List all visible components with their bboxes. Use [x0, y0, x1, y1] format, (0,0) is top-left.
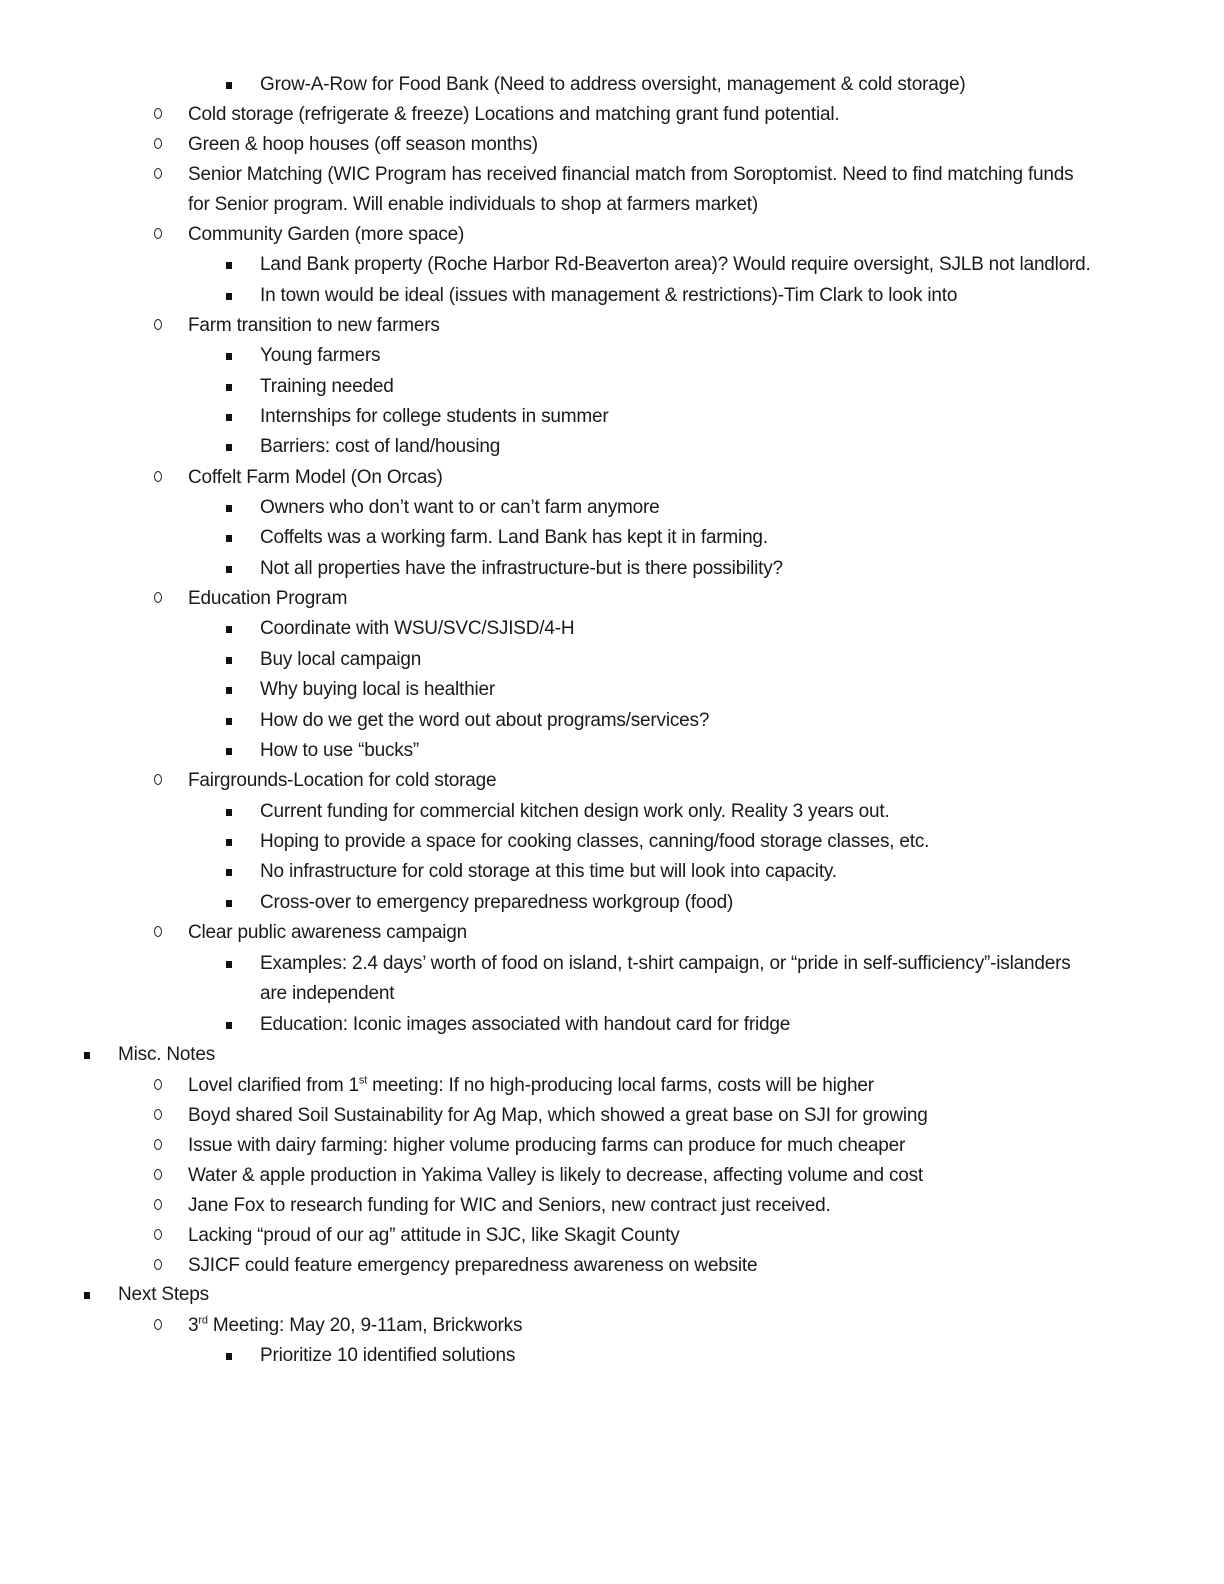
square-bullet-icon	[226, 748, 232, 755]
circle-bullet-icon	[154, 1199, 162, 1210]
circle-bullet-icon	[154, 1169, 162, 1180]
square-bullet-icon	[226, 961, 232, 968]
document-page: Grow-A-Row for Food Bank (Need to address oversight, management & cold storage) Cold storage (refrigerate & freeze) Locations and matching grant fund potential. Green & hoop houses (off season months) Senior Matching (WIC Program has received financial match from Soroptomist. Need to find matching funds for Senior program. Will enable individuals to shop at farmers market) Community Garden (more space) Land Bank property (Roche Harbor Rd-Beaverton area)? Would require oversight, SJLB not landlord. In town would be ideal (issues with management & restrictions)-Tim Clark to look into Farm transition to new farmers Young farmers Training needed Internships for college students in summer Barriers: cost of land/housing Coffelt Farm Model (On Orcas) Owners who don’t want to or can’t farm anymore Coffelts was a working farm. Land Bank has kept it in farming. Not all properties have the infrastructure-but is there possibility? Education Program Coordinate with WSU/SVC/SJISD/4-H Buy local campaign Why buying local is healthier How do we get the word out about programs/services? How to use “bucks” Fairgrounds-Location for cold storage Current funding for commercial kitchen design work only. Reality 3 years out. Hoping to provide a space for cooking classes, canning/food storage classes, etc. No infrastructure for cold storage at this time but will look into capacity. Cross-over to emergency preparedness workgroup (food) Clear public awareness campaign Examples: 2.4 days’ worth of food on island, t-shirt campaign, or “pride in self-sufficiency”-islanders are independent Education: Iconic images associated with handout card for fridge Misc. Notes Lovel clarified from 1st meeting: If no high-producing local farms, costs will be higher Boyd shared Soil Sustainability for Ag Map, which showed a great base on SJI for growing Issue with dairy farming: higher volume producing farms can produce for much cheaper Water & apple production in Yakima Valley is likely to decrease, affecting volume and cost Jane Fox to research funding for WIC and Seniors, new contract just received. Lacking “proud of our ag” attitude in SJC, like Skagit County SJICF could feature emergency preparedness awareness on website Next Steps 3rd Meeting: May 20, 9-11am, Brickworks Prioritize 10 identified solutions	[0, 0, 1224, 1584]
circle-bullet-icon	[154, 774, 162, 785]
circle-bullet-icon	[154, 1139, 162, 1150]
circle-bullet-icon	[154, 228, 162, 239]
circle-bullet-icon	[154, 108, 162, 119]
circle-bullet-icon	[154, 592, 162, 603]
square-bullet-icon	[226, 262, 232, 269]
square-bullet-icon	[226, 293, 232, 300]
circle-bullet-icon	[154, 1229, 162, 1240]
square-bullet-icon	[226, 626, 232, 633]
square-bullet-icon	[226, 82, 232, 89]
square-bullet-icon	[226, 1022, 232, 1029]
square-bullet-icon	[226, 444, 232, 451]
square-bullet-icon	[226, 566, 232, 573]
square-bullet-icon	[226, 505, 232, 512]
square-bullet-icon	[226, 839, 232, 846]
square-bullet-icon	[226, 414, 232, 421]
square-bullet-icon	[226, 384, 232, 391]
square-bullet-icon	[226, 809, 232, 816]
square-bullet-icon	[226, 535, 232, 542]
square-bullet-icon	[226, 657, 232, 664]
square-bullet-icon	[226, 869, 232, 876]
circle-bullet-icon	[154, 471, 162, 482]
circle-bullet-icon	[154, 1109, 162, 1120]
circle-bullet-icon	[154, 168, 162, 179]
square-bullet-icon	[84, 1292, 90, 1299]
circle-bullet-icon	[154, 1319, 162, 1330]
square-bullet-icon	[226, 900, 232, 907]
circle-bullet-icon	[154, 926, 162, 937]
square-bullet-icon	[84, 1052, 90, 1059]
square-bullet-icon	[226, 1353, 232, 1360]
square-bullet-icon	[226, 353, 232, 360]
circle-bullet-icon	[154, 138, 162, 149]
square-bullet-icon	[226, 718, 232, 725]
circle-bullet-icon	[154, 1079, 162, 1090]
square-bullet-icon	[226, 687, 232, 694]
circle-bullet-icon	[154, 319, 162, 330]
circle-bullet-icon	[154, 1259, 162, 1270]
